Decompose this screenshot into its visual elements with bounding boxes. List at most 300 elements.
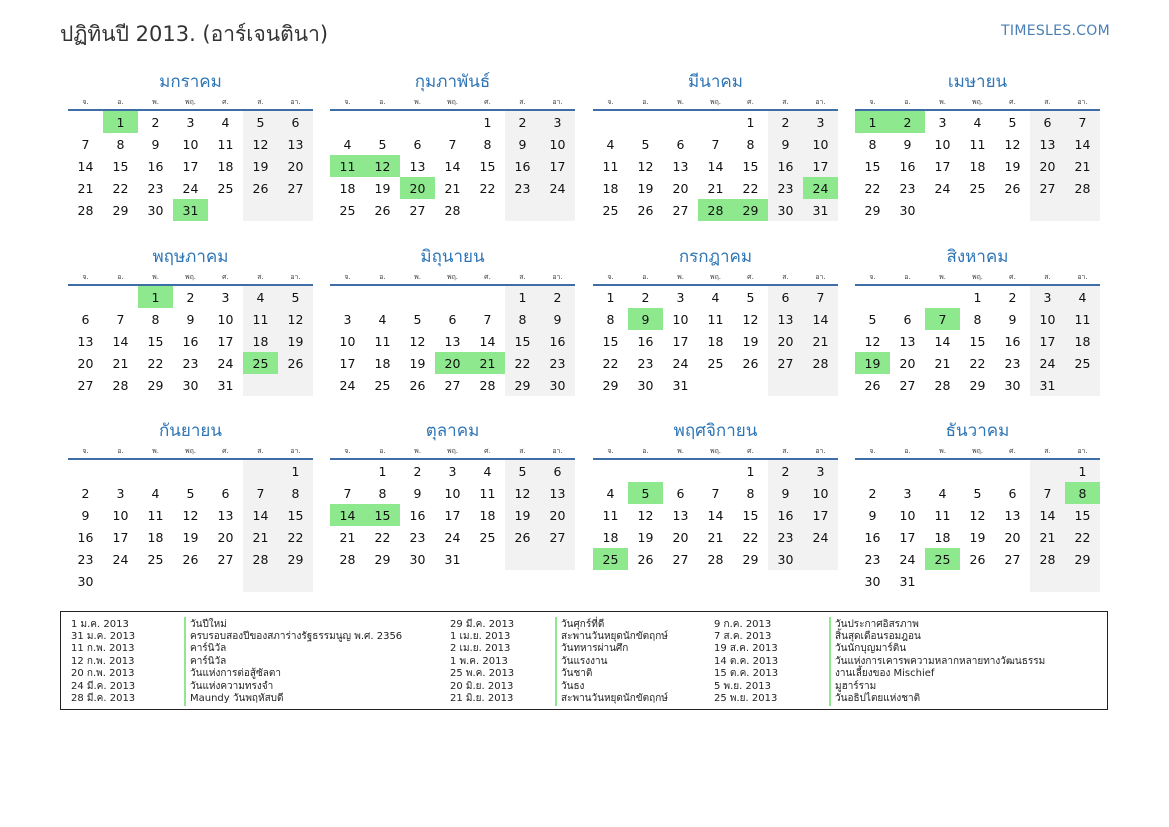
day: 5 xyxy=(278,286,313,308)
day-grid xyxy=(68,286,313,396)
day: 11 xyxy=(217,136,234,152)
day: 3 xyxy=(676,289,685,305)
day: 13 xyxy=(1004,507,1021,523)
day: 15 xyxy=(278,504,313,526)
day: 8 xyxy=(973,311,982,327)
day-grid xyxy=(855,286,1100,396)
month-name: มิถุนายน xyxy=(420,247,485,267)
day: 24 xyxy=(540,177,575,199)
month-name: มีนาคม xyxy=(688,72,743,92)
day: 19 xyxy=(1004,158,1021,174)
day: 12 xyxy=(278,308,313,330)
day: 21 xyxy=(707,529,724,545)
legend-date: 21 มิ.ย. 2013 xyxy=(450,693,514,705)
legend-date: 24 มี.ค. 2013 xyxy=(71,680,136,692)
weekday-label: ศ. xyxy=(484,273,491,281)
month-block xyxy=(855,245,1100,396)
day: 29 xyxy=(742,551,759,567)
day: 4 xyxy=(973,114,982,130)
day: 15 xyxy=(969,333,986,349)
weekday-label: ศ. xyxy=(484,98,491,106)
weekday-label: ส. xyxy=(519,273,526,281)
legend-holiday-name: มูฮาร์ราม xyxy=(829,679,876,694)
day: 4 xyxy=(243,286,278,308)
day: 13 xyxy=(768,308,803,330)
day: 12 xyxy=(637,507,654,523)
weekday-label: พฤ. xyxy=(971,273,984,281)
day: 1 xyxy=(973,289,982,305)
day: 17 xyxy=(934,158,951,174)
legend-holiday-name: สิ้นสุดเดือนรอมฎอน xyxy=(829,629,921,644)
day: 9 xyxy=(413,485,422,501)
month-name: เมษายน xyxy=(947,72,1008,92)
weekday-header xyxy=(68,269,313,283)
day: 12 xyxy=(243,133,278,155)
holiday-day: 20 xyxy=(435,352,470,374)
day-blank xyxy=(470,286,505,308)
day: 3 xyxy=(803,460,838,482)
month-name: ตุลาคม xyxy=(425,421,480,441)
weekday-label: พ. xyxy=(152,98,159,106)
day: 15 xyxy=(112,158,129,174)
day-blank xyxy=(278,374,313,396)
legend-date: 2 เม.ย. 2013 xyxy=(450,643,511,655)
weekday-label: อา. xyxy=(815,98,826,106)
day: 27 xyxy=(1004,551,1021,567)
day: 19 xyxy=(969,529,986,545)
month-block xyxy=(593,245,838,396)
day: 24 xyxy=(672,355,689,371)
legend-holiday-name: วันชาติ xyxy=(555,666,592,681)
day: 22 xyxy=(742,529,759,545)
day-blank xyxy=(960,570,995,592)
day-blank xyxy=(593,111,628,133)
weekday-label: พ. xyxy=(414,447,421,455)
day: 16 xyxy=(147,158,164,174)
day: 26 xyxy=(969,551,986,567)
day: 16 xyxy=(768,155,803,177)
day: 8 xyxy=(116,136,125,152)
day: 19 xyxy=(742,333,759,349)
day: 30 xyxy=(899,202,916,218)
day: 10 xyxy=(339,333,356,349)
day: 19 xyxy=(637,529,654,545)
weekday-label: อา. xyxy=(552,98,563,106)
day: 21 xyxy=(1030,526,1065,548)
day: 16 xyxy=(409,507,426,523)
weekday-label: ส. xyxy=(782,273,789,281)
legend-date: 1 ม.ค. 2013 xyxy=(71,618,129,630)
legend-holiday-name: วันทหารผ่านศึก xyxy=(555,641,628,656)
holiday-day: 21 xyxy=(470,352,505,374)
day: 22 xyxy=(742,180,759,196)
weekday-label: อ. xyxy=(379,98,386,106)
day: 13 xyxy=(672,507,689,523)
day: 29 xyxy=(864,202,881,218)
legend-date: 25 พ.ค. 2013 xyxy=(450,668,515,680)
day-blank xyxy=(768,374,803,396)
day: 9 xyxy=(768,482,803,504)
day: 2 xyxy=(505,111,540,133)
weekday-label: พฤ. xyxy=(446,98,459,106)
day: 14 xyxy=(243,504,278,526)
day: 27 xyxy=(409,202,426,218)
month-block xyxy=(68,70,313,221)
day: 7 xyxy=(1065,111,1100,133)
day: 18 xyxy=(602,529,619,545)
day: 19 xyxy=(409,355,426,371)
day: 19 xyxy=(243,155,278,177)
legend-holiday-name: วันแห่งการต่อสู้ซัลตา xyxy=(184,666,281,681)
day: 16 xyxy=(1004,333,1021,349)
weekday-label: อ. xyxy=(904,273,911,281)
month-block xyxy=(68,419,313,592)
day-blank xyxy=(435,286,470,308)
day: 1 xyxy=(278,460,313,482)
day-blank xyxy=(330,111,365,133)
day-grid xyxy=(330,460,575,570)
day: 13 xyxy=(444,333,461,349)
day-blank xyxy=(278,570,313,592)
day: 13 xyxy=(899,333,916,349)
day-blank xyxy=(890,460,925,482)
day: 31 xyxy=(217,377,234,393)
day-blank xyxy=(68,111,103,133)
month-block xyxy=(855,419,1100,592)
day: 7 xyxy=(243,482,278,504)
day: 1 xyxy=(483,114,492,130)
day: 24 xyxy=(1030,352,1065,374)
day: 15 xyxy=(602,333,619,349)
day: 19 xyxy=(278,330,313,352)
legend-date: 20 ก.พ. 2013 xyxy=(71,668,135,680)
day-grid xyxy=(330,286,575,396)
weekday-label: อ. xyxy=(642,447,649,455)
day: 4 xyxy=(606,136,615,152)
day-blank xyxy=(365,111,400,133)
day: 17 xyxy=(217,333,234,349)
weekday-label: พ. xyxy=(677,98,684,106)
day: 22 xyxy=(864,180,881,196)
day: 8 xyxy=(746,136,755,152)
weekday-label: พฤ. xyxy=(709,447,722,455)
day: 14 xyxy=(479,333,496,349)
day-blank xyxy=(925,460,960,482)
day: 20 xyxy=(217,529,234,545)
day: 10 xyxy=(1030,308,1065,330)
day: 28 xyxy=(479,377,496,393)
weekday-label: อ. xyxy=(117,98,124,106)
day: 17 xyxy=(540,155,575,177)
day: 26 xyxy=(637,551,654,567)
day: 22 xyxy=(112,180,129,196)
day: 8 xyxy=(378,485,387,501)
weekday-label: จ. xyxy=(607,273,614,281)
day: 6 xyxy=(1008,485,1017,501)
day: 16 xyxy=(540,330,575,352)
day: 30 xyxy=(540,374,575,396)
weekday-label: พ. xyxy=(152,273,159,281)
holiday-day: 7 xyxy=(925,308,960,330)
day-blank xyxy=(68,460,103,482)
day: 26 xyxy=(1004,180,1021,196)
holiday-day: 25 xyxy=(243,352,278,374)
day: 2 xyxy=(1008,289,1017,305)
day-blank xyxy=(803,374,838,396)
weekday-label: จ. xyxy=(344,447,351,455)
legend-holiday-name: วันศุกร์ที่ดี xyxy=(555,617,604,632)
day: 20 xyxy=(1004,529,1021,545)
day-grid xyxy=(593,286,838,396)
weekday-label: อา. xyxy=(290,98,301,106)
day: 11 xyxy=(707,311,724,327)
day-blank xyxy=(803,548,838,570)
day: 8 xyxy=(278,482,313,504)
weekday-label: จ. xyxy=(607,447,614,455)
day: 22 xyxy=(479,180,496,196)
day: 22 xyxy=(969,355,986,371)
month-name: สิงหาคม xyxy=(946,247,1009,267)
day: 10 xyxy=(899,507,916,523)
day: 22 xyxy=(602,355,619,371)
day: 20 xyxy=(768,330,803,352)
day: 27 xyxy=(77,377,94,393)
legend-holiday-name: วันอธิปไตยแห่งชาติ xyxy=(829,691,920,706)
day: 7 xyxy=(343,485,352,501)
day: 18 xyxy=(374,355,391,371)
day: 31 xyxy=(1030,374,1065,396)
holiday-day: 1 xyxy=(855,111,890,133)
weekday-label: พ. xyxy=(939,98,946,106)
day: 10 xyxy=(217,311,234,327)
day: 6 xyxy=(676,136,685,152)
weekday-label: อา. xyxy=(1077,273,1088,281)
day: 15 xyxy=(742,507,759,523)
legend-date: 15 ต.ค. 2013 xyxy=(714,668,779,680)
month-block xyxy=(593,419,838,570)
weekday-label: พ. xyxy=(414,273,421,281)
weekday-label: ศ. xyxy=(1009,98,1016,106)
legend-date: 7 ส.ค. 2013 xyxy=(714,631,772,643)
day-blank xyxy=(1065,374,1100,396)
day: 9 xyxy=(81,507,90,523)
weekday-label: ศ. xyxy=(747,98,754,106)
weekday-label: ศ. xyxy=(1009,447,1016,455)
day-blank xyxy=(540,548,575,570)
day-blank xyxy=(733,374,768,396)
month-block xyxy=(593,70,838,221)
day: 23 xyxy=(77,551,94,567)
day: 26 xyxy=(374,202,391,218)
day: 30 xyxy=(182,377,199,393)
day-blank xyxy=(103,460,138,482)
day: 24 xyxy=(182,180,199,196)
day: 21 xyxy=(444,180,461,196)
day: 26 xyxy=(505,526,540,548)
weekday-label: ศ. xyxy=(222,447,229,455)
weekday-label: ส. xyxy=(519,447,526,455)
holiday-day: 29 xyxy=(733,199,768,221)
day: 22 xyxy=(1065,526,1100,548)
legend-column-2 xyxy=(450,618,668,705)
legend-date: 31 ม.ค. 2013 xyxy=(71,631,136,643)
day: 30 xyxy=(864,573,881,589)
day-blank xyxy=(243,374,278,396)
day: 20 xyxy=(672,529,689,545)
day: 29 xyxy=(112,202,129,218)
weekday-label: ส. xyxy=(1044,273,1051,281)
day: 9 xyxy=(1008,311,1017,327)
day: 16 xyxy=(77,529,94,545)
day: 18 xyxy=(969,158,986,174)
legend-holiday-name: วันประกาศอิสรภาพ xyxy=(829,617,919,632)
day: 21 xyxy=(803,330,838,352)
day: 23 xyxy=(1004,355,1021,371)
day: 30 xyxy=(77,573,94,589)
day: 25 xyxy=(1065,352,1100,374)
day: 7 xyxy=(448,136,457,152)
legend-column-3 xyxy=(714,618,1045,705)
day: 28 xyxy=(444,202,461,218)
day: 28 xyxy=(707,551,724,567)
weekday-label: ศ. xyxy=(222,273,229,281)
day: 8 xyxy=(505,308,540,330)
day: 19 xyxy=(374,180,391,196)
day: 23 xyxy=(505,177,540,199)
legend-holiday-name: คาร์นิวัล xyxy=(184,641,226,656)
day: 13 xyxy=(540,482,575,504)
legend-date: 19 ส.ค. 2013 xyxy=(714,643,778,655)
day: 1 xyxy=(746,114,755,130)
day: 6 xyxy=(1030,111,1065,133)
day: 11 xyxy=(602,507,619,523)
legend-holiday-name: สะพานวันหยุดนักขัตฤกษ์ xyxy=(555,629,668,644)
day-blank xyxy=(1030,199,1065,221)
day: 31 xyxy=(803,199,838,221)
day-blank xyxy=(330,460,365,482)
weekday-label: อา. xyxy=(1077,98,1088,106)
holiday-day: 31 xyxy=(173,199,208,221)
weekday-label: พ. xyxy=(414,98,421,106)
day: 23 xyxy=(768,526,803,548)
day: 30 xyxy=(1004,377,1021,393)
day-blank xyxy=(890,286,925,308)
day: 5 xyxy=(641,136,650,152)
day: 13 xyxy=(278,133,313,155)
day-grid xyxy=(68,460,313,592)
weekday-label: จ. xyxy=(344,273,351,281)
legend-row xyxy=(71,692,402,704)
legend-date: 14 ต.ค. 2013 xyxy=(714,655,779,667)
day: 14 xyxy=(112,333,129,349)
month-block xyxy=(330,70,575,221)
day-blank xyxy=(505,548,540,570)
weekday-label: อ. xyxy=(904,98,911,106)
day: 16 xyxy=(899,158,916,174)
site-link[interactable]: TIMESLES.COM xyxy=(1001,23,1110,39)
day: 13 xyxy=(77,333,94,349)
day: 27 xyxy=(672,551,689,567)
day-blank xyxy=(470,548,505,570)
day: 6 xyxy=(221,485,230,501)
weekday-label: พ. xyxy=(152,447,159,455)
day: 15 xyxy=(479,158,496,174)
weekday-label: อา. xyxy=(552,273,563,281)
day: 25 xyxy=(339,202,356,218)
day: 20 xyxy=(278,155,313,177)
day: 25 xyxy=(602,202,619,218)
day: 6 xyxy=(768,286,803,308)
day: 29 xyxy=(602,377,619,393)
day: 16 xyxy=(768,504,803,526)
legend-holiday-name: วันธง xyxy=(555,679,584,694)
holiday-day: 8 xyxy=(1065,482,1100,504)
day: 5 xyxy=(746,289,755,305)
weekday-label: พ. xyxy=(939,447,946,455)
weekday-label: อ. xyxy=(642,273,649,281)
day: 29 xyxy=(278,548,313,570)
day: 27 xyxy=(444,377,461,393)
day: 25 xyxy=(707,355,724,371)
legend-date: 25 พ.ย. 2013 xyxy=(714,693,778,705)
legend-date: 11 ก.พ. 2013 xyxy=(71,643,135,655)
legend-holiday-name: งานเลี้ยงของ Mischief xyxy=(829,666,934,681)
day: 4 xyxy=(606,485,615,501)
holiday-day: 9 xyxy=(628,308,663,330)
weekday-label: พฤ. xyxy=(971,447,984,455)
day: 28 xyxy=(112,377,129,393)
legend-row xyxy=(450,692,668,704)
day-blank xyxy=(698,374,733,396)
day: 5 xyxy=(1008,114,1017,130)
day: 23 xyxy=(409,529,426,545)
day: 3 xyxy=(116,485,125,501)
day: 24 xyxy=(934,180,951,196)
weekday-label: พฤ. xyxy=(184,98,197,106)
day: 15 xyxy=(147,333,164,349)
day: 22 xyxy=(278,526,313,548)
day: 28 xyxy=(243,548,278,570)
day: 9 xyxy=(540,308,575,330)
day-blank xyxy=(925,286,960,308)
day-blank xyxy=(365,286,400,308)
day: 25 xyxy=(374,377,391,393)
day: 8 xyxy=(868,136,877,152)
day: 23 xyxy=(540,352,575,374)
day: 30 xyxy=(147,202,164,218)
day: 4 xyxy=(221,114,230,130)
day: 21 xyxy=(1065,155,1100,177)
day: 16 xyxy=(182,333,199,349)
day-blank xyxy=(628,460,663,482)
day: 26 xyxy=(637,202,654,218)
day: 5 xyxy=(868,311,877,327)
day: 19 xyxy=(637,180,654,196)
legend-holiday-name: วันนักบุญมาร์ติน xyxy=(829,641,906,656)
day: 27 xyxy=(899,377,916,393)
day: 11 xyxy=(934,507,951,523)
day: 20 xyxy=(672,180,689,196)
weekday-label: พฤ. xyxy=(184,273,197,281)
day: 6 xyxy=(278,111,313,133)
day: 17 xyxy=(1030,330,1065,352)
day: 18 xyxy=(243,330,278,352)
legend-date: 9 ก.ค. 2013 xyxy=(714,618,772,630)
weekday-label: อา. xyxy=(1077,447,1088,455)
day: 27 xyxy=(1030,177,1065,199)
day: 27 xyxy=(672,202,689,218)
weekday-label: จ. xyxy=(82,98,89,106)
